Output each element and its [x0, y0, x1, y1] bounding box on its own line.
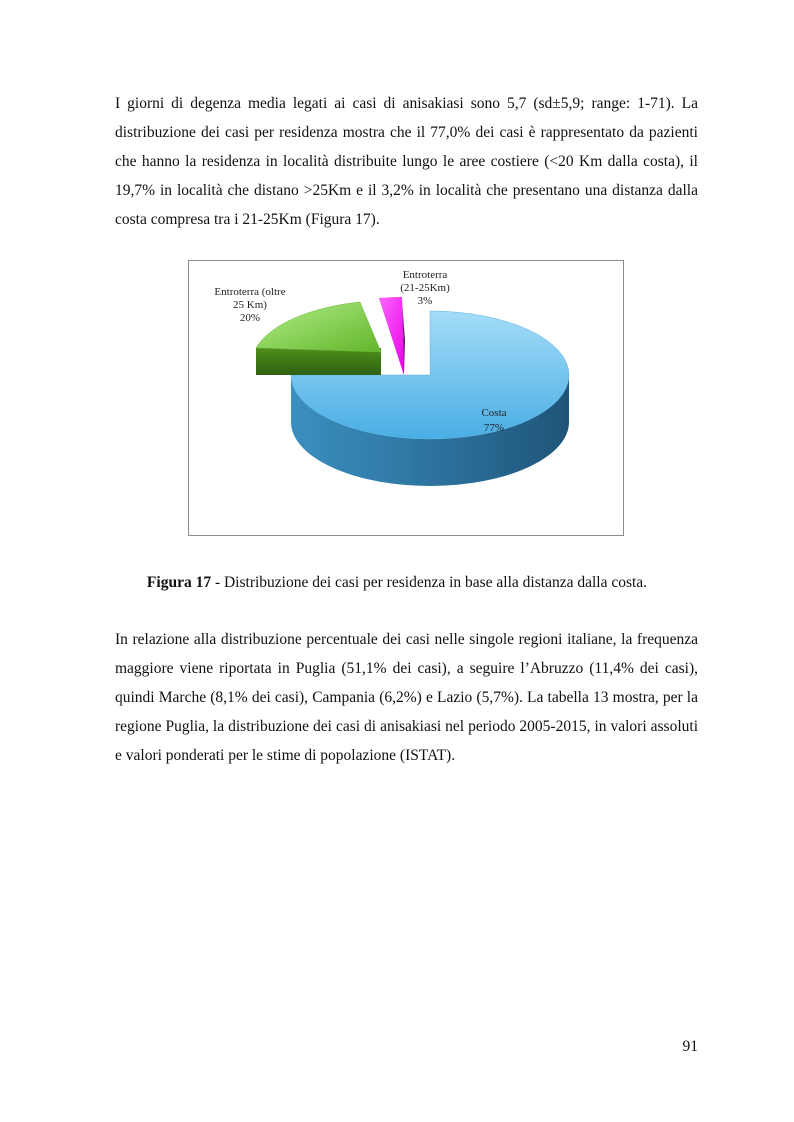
label-costa-percent: 77% [483, 422, 505, 434]
label-entroterra-oltre [214, 286, 285, 324]
label-entroterra-oltre-line2: 25 Km) [233, 299, 267, 311]
pie-slice-entroterra-oltre-25 [256, 302, 381, 375]
pie-chart [189, 261, 623, 535]
label-costa-name: Costa [481, 407, 507, 419]
body-paragraph: I giorni di degenza media legati ai casi di anisakiasi sono 5,7 (sd±5,9; range: 1-71). La distribuzione dei casi per residenza mostra che il 77,0% dei casi è rappresentato da pazienti che hanno la residenza in località distribuite lungo le aree costiere (<20 Km dalla costa), il 19,7% in località che distano >25Km e il 3,2% in località che presentano una distanza dalla costa compresa tra i 21-25Km (Figura 17). [115, 95, 698, 228]
label-entroterra-21-25-line2: (21-25Km) [400, 282, 450, 294]
figure-caption [0, 574, 794, 592]
label-entroterra-21-25 [400, 269, 450, 307]
label-entroterra-oltre-line1: Entroterra (oltre [214, 286, 286, 298]
page-number: 91 [682, 1038, 698, 1055]
figure-pie-chart [188, 260, 624, 536]
pie-slice-entroterra-21-25 [379, 297, 405, 375]
label-entroterra-21-25-line1: Entroterra [402, 269, 448, 281]
label-entroterra-oltre-percent: 20% [239, 312, 261, 324]
body-paragraph-2: In relazione alla distribuzione percentuale dei casi nelle singole regioni italiane, la frequenza maggiore viene riportata in Puglia (51,1% dei casi), a seguire l’Abruzzo (11,4% dei casi), quindi Marche (8,1% dei casi), Campania (6,2%) e Lazio (5,7%). La tabella 13 mostra, per la regione Puglia, la distribuzione dei casi di anisakiasi nel periodo 2005-2015, in valori assoluti e valori ponderati per le stime di popolazione (ISTAT). [115, 631, 698, 764]
figure-caption-label: Figura 17 [146, 574, 212, 591]
label-entroterra-21-25-percent: 3% [417, 295, 433, 307]
figure-caption-text: - Distribuzione dei casi per residenza in base alla distanza dalla costa. [211, 574, 648, 591]
